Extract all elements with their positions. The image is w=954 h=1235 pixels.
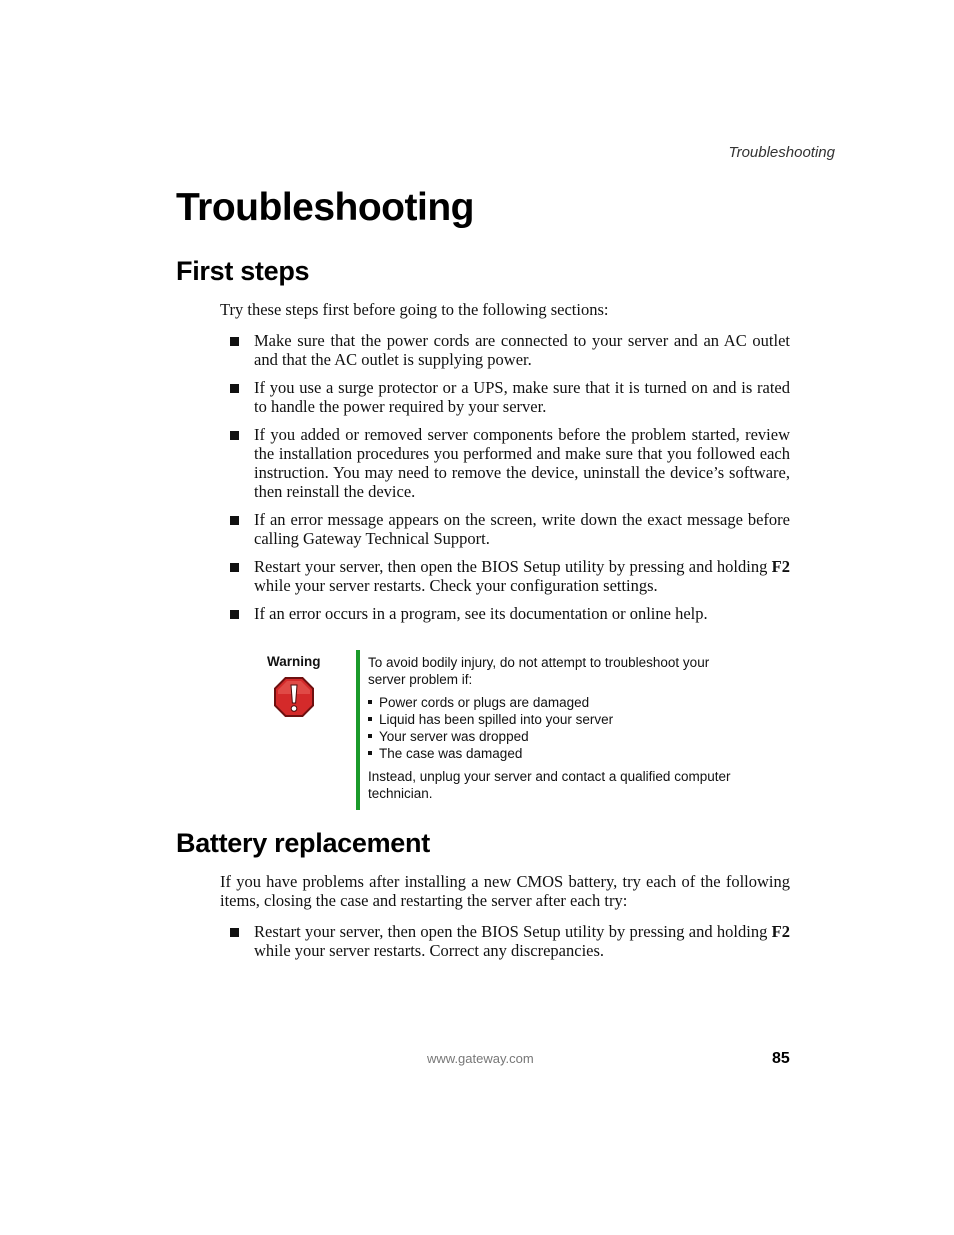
footer-url: www.gateway.com (427, 1051, 534, 1066)
warning-intro: To avoid bodily injury, do not attempt to troubleshoot your server problem if: (368, 655, 710, 687)
section-title-battery-replacement: Battery replacement (176, 828, 430, 858)
battery-intro: If you have problems after installing a new CMOS battery, try each of the following items, closing the case and restarting the server after each try: (220, 872, 790, 910)
list-item-text-start: Restart your server, then open the BIOS Setup utility by pressing and holding (254, 922, 772, 941)
warning-callout (260, 650, 740, 810)
list-item-text-start: Restart your server, then open the BIOS Setup utility by pressing and holding (254, 557, 772, 576)
square-bullet-icon (230, 563, 239, 572)
section-title-first-steps: First steps (176, 256, 310, 286)
list-item (228, 510, 790, 548)
square-bullet-icon (368, 751, 372, 755)
warning-label: Warning (267, 654, 321, 669)
list-item-text: If you added or removed server components before the problem started, review the installation procedures you performed and make sure that you followed each instruction. You may need to remove the device, uninstall the device’s software, then reinstall the device. (254, 425, 790, 501)
square-bullet-icon (230, 928, 239, 937)
square-bullet-icon (230, 610, 239, 619)
key-name: F2 (771, 922, 790, 941)
first-steps-list (228, 331, 790, 632)
warning-list (368, 694, 738, 762)
warning-accent-bar (356, 650, 360, 810)
list-item-text: If an error occurs in a program, see its documentation or online help. (254, 604, 708, 623)
list-item-text: Your server was dropped (379, 729, 529, 744)
square-bullet-icon (230, 337, 239, 346)
list-item-text (254, 557, 790, 595)
list-item-text: The case was damaged (379, 746, 523, 761)
list-item-text: Liquid has been spilled into your server (379, 712, 614, 727)
battery-list (228, 922, 790, 969)
list-item (228, 604, 790, 623)
list-item (368, 728, 738, 745)
list-item (228, 331, 790, 369)
square-bullet-icon (368, 717, 372, 721)
running-header: Troubleshooting (728, 144, 835, 161)
list-item (228, 922, 790, 960)
warning-outro: Instead, unplug your server and contact a qualified computer technician. (368, 769, 731, 801)
square-bullet-icon (230, 431, 239, 440)
warning-stop-icon (273, 676, 315, 718)
list-item (228, 378, 790, 416)
list-item-text: Make sure that the power cords are connected to your server and an AC outlet and that the AC outlet is supplying power. (254, 331, 790, 369)
list-item-text (254, 922, 790, 960)
square-bullet-icon (368, 700, 372, 704)
square-bullet-icon (230, 516, 239, 525)
list-item-text: If an error message appears on the screen, write down the exact message before calling Gateway Technical Support. (254, 510, 790, 548)
list-item-text: Power cords or plugs are damaged (379, 695, 590, 710)
list-item-text-end: while your server restarts. Check your configuration settings. (254, 576, 658, 595)
list-item (228, 557, 790, 595)
list-item (368, 711, 738, 728)
square-bullet-icon (368, 734, 372, 738)
warning-content (368, 654, 738, 802)
square-bullet-icon (230, 384, 239, 393)
list-item (228, 425, 790, 501)
list-item (368, 694, 738, 711)
list-item-text-end: while your server restarts. Correct any discrepancies. (254, 941, 605, 960)
key-name: F2 (771, 557, 790, 576)
page-number: 85 (772, 1050, 790, 1067)
list-item (368, 745, 738, 762)
list-item-text: If you use a surge protector or a UPS, make sure that it is turned on and is rated to handle the power required by your server. (254, 378, 790, 416)
first-steps-intro: Try these steps first before going to the following sections: (220, 300, 609, 319)
page-title: Troubleshooting (176, 186, 474, 229)
